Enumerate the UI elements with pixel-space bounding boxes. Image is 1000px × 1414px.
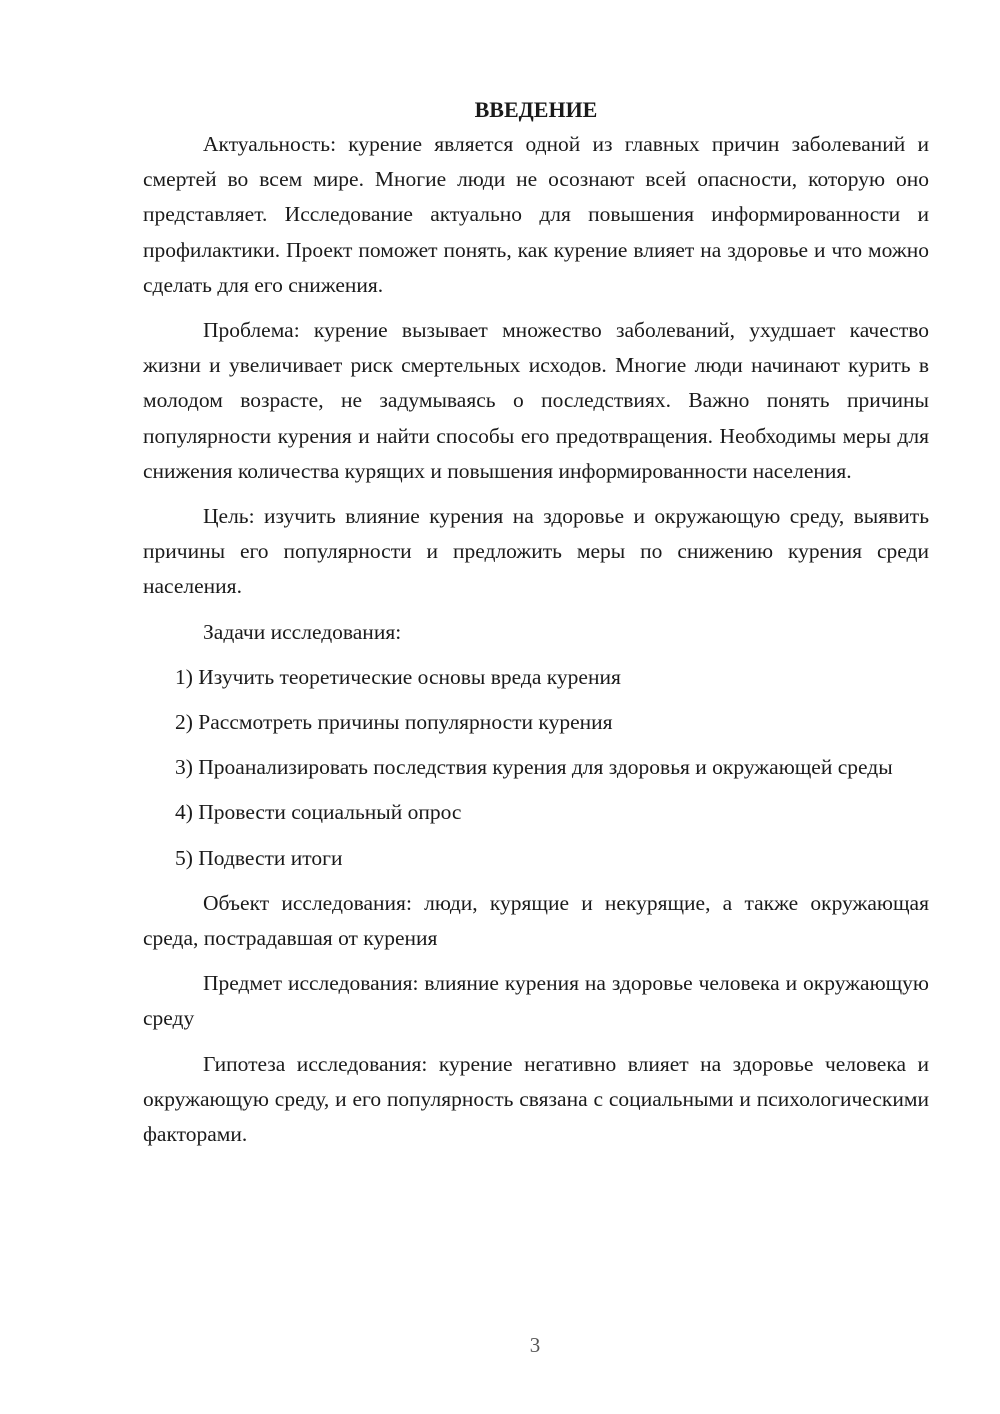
tasks-heading: Задачи исследования: bbox=[203, 619, 402, 644]
task-item-1: 1) Изучить теоретические основы вреда курения bbox=[175, 664, 621, 689]
hypothesis-paragraph: Гипотеза исследования: курение негативно влияет на здоровье человека и окружающую среду, и его популярность связана с социальными и психологическими факторами. bbox=[143, 1051, 929, 1147]
subject-paragraph: Предмет исследования: влияние курения на здоровье человека и окружающую среду bbox=[143, 971, 929, 1031]
object-paragraph: Объект исследования: люди, курящие и некурящие, а также окружающая среда, пострадавшая от курения bbox=[143, 890, 929, 951]
problem-paragraph: Проблема: курение вызывает множество заболеваний, ухудшает качество жизни и увеличивает риск смертельных исходов. Многие люди начинают курить в молодом возрасте, не задумываясь о последствиях. Важно понять причины популярности курения и найти способы его предотвращения. Необходимы меры для снижения количества курящих и повышения информированности населения. bbox=[143, 318, 929, 483]
goal-paragraph: Цель: изучить влияние курения на здоровье и окружающую среду, выявить причины его популярности и предложить меры по снижению курения среди населения. bbox=[143, 504, 929, 599]
task-item-5: 5) Подвести итоги bbox=[175, 845, 343, 870]
page-number: 3 bbox=[529, 1333, 541, 1357]
relevance-paragraph: Актуальность: курение является одной из главных причин заболеваний и смертей во всем мире. Многие люди не осознают всей опасности, которую оно представляет. Исследование актуально для повышения информированности и профилактики. Проект поможет понять, как курение влияет на здоровье и что можно сделать для его снижения. bbox=[143, 132, 929, 297]
task-item-3: 3) Проанализировать последствия курения для здоровья и окружающей среды bbox=[175, 755, 893, 780]
page-title: ВВЕДЕНИЕ bbox=[474, 97, 598, 122]
document-page bbox=[143, 92, 929, 1162]
task-item-4: 4) Провести социальный опрос bbox=[175, 800, 462, 825]
task-item-2: 2) Рассмотреть причины популярности курения bbox=[175, 710, 613, 735]
